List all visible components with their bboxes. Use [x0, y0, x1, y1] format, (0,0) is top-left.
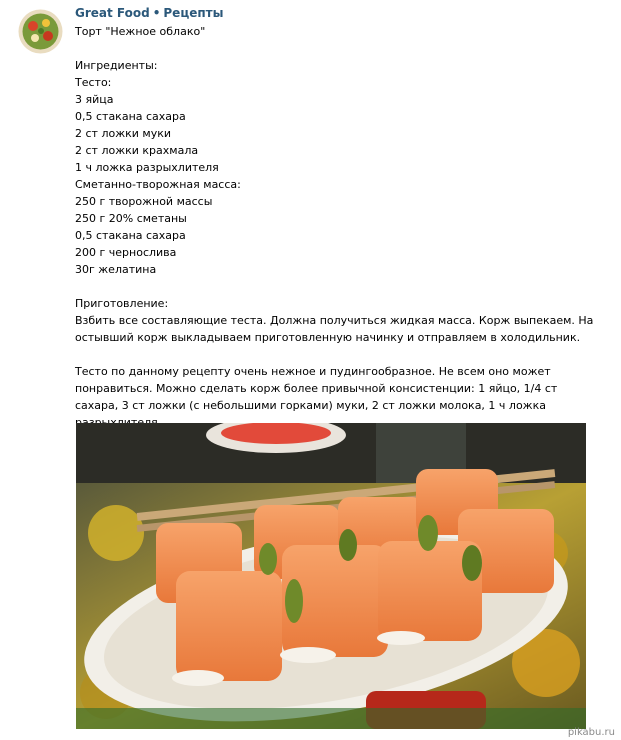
group-name-link[interactable]: Great Food: [75, 6, 150, 20]
post-header: [75, 6, 223, 20]
group-avatar[interactable]: [15, 6, 66, 57]
salad-bowl-icon: [15, 6, 66, 57]
post-text: Торт "Нежное облако" Ингредиенты: Тесто: 3 яйца 0,5 стакана сахара 2 ст ложки муки 2 ст ложки крахмала 1 ч ложка разрыхлителя Сметанно-творожная масса: 250 г творожной массы 250 г 20% сметаны 0,5 стакана сахара 200 г чернослива 30г желатина Приготовление: Взбить все составляющие теста. Должна получиться жидкая масса. Корж выпекаем. На остывший корж выкладываем приготовленную начинку и отправляем в холодильник. Тесто по данному рецепту очень нежное и пудингообразное. Не всем оно может понравиться. Можно сделать корж более привычной консистенции: 1 яйцо, 1/4 ст сахара, 3 ст ложки (с небольшими горками) муки, 2 ст ложки молока, 1 ч ложка: [75, 25, 594, 412]
header-separator: •: [152, 6, 161, 20]
section-link[interactable]: Рецепты: [163, 6, 224, 20]
watermark: pikabu.ru: [567, 727, 615, 738]
post-photo[interactable]: [76, 423, 586, 729]
sushi-rolls-photo-icon: [76, 423, 586, 729]
